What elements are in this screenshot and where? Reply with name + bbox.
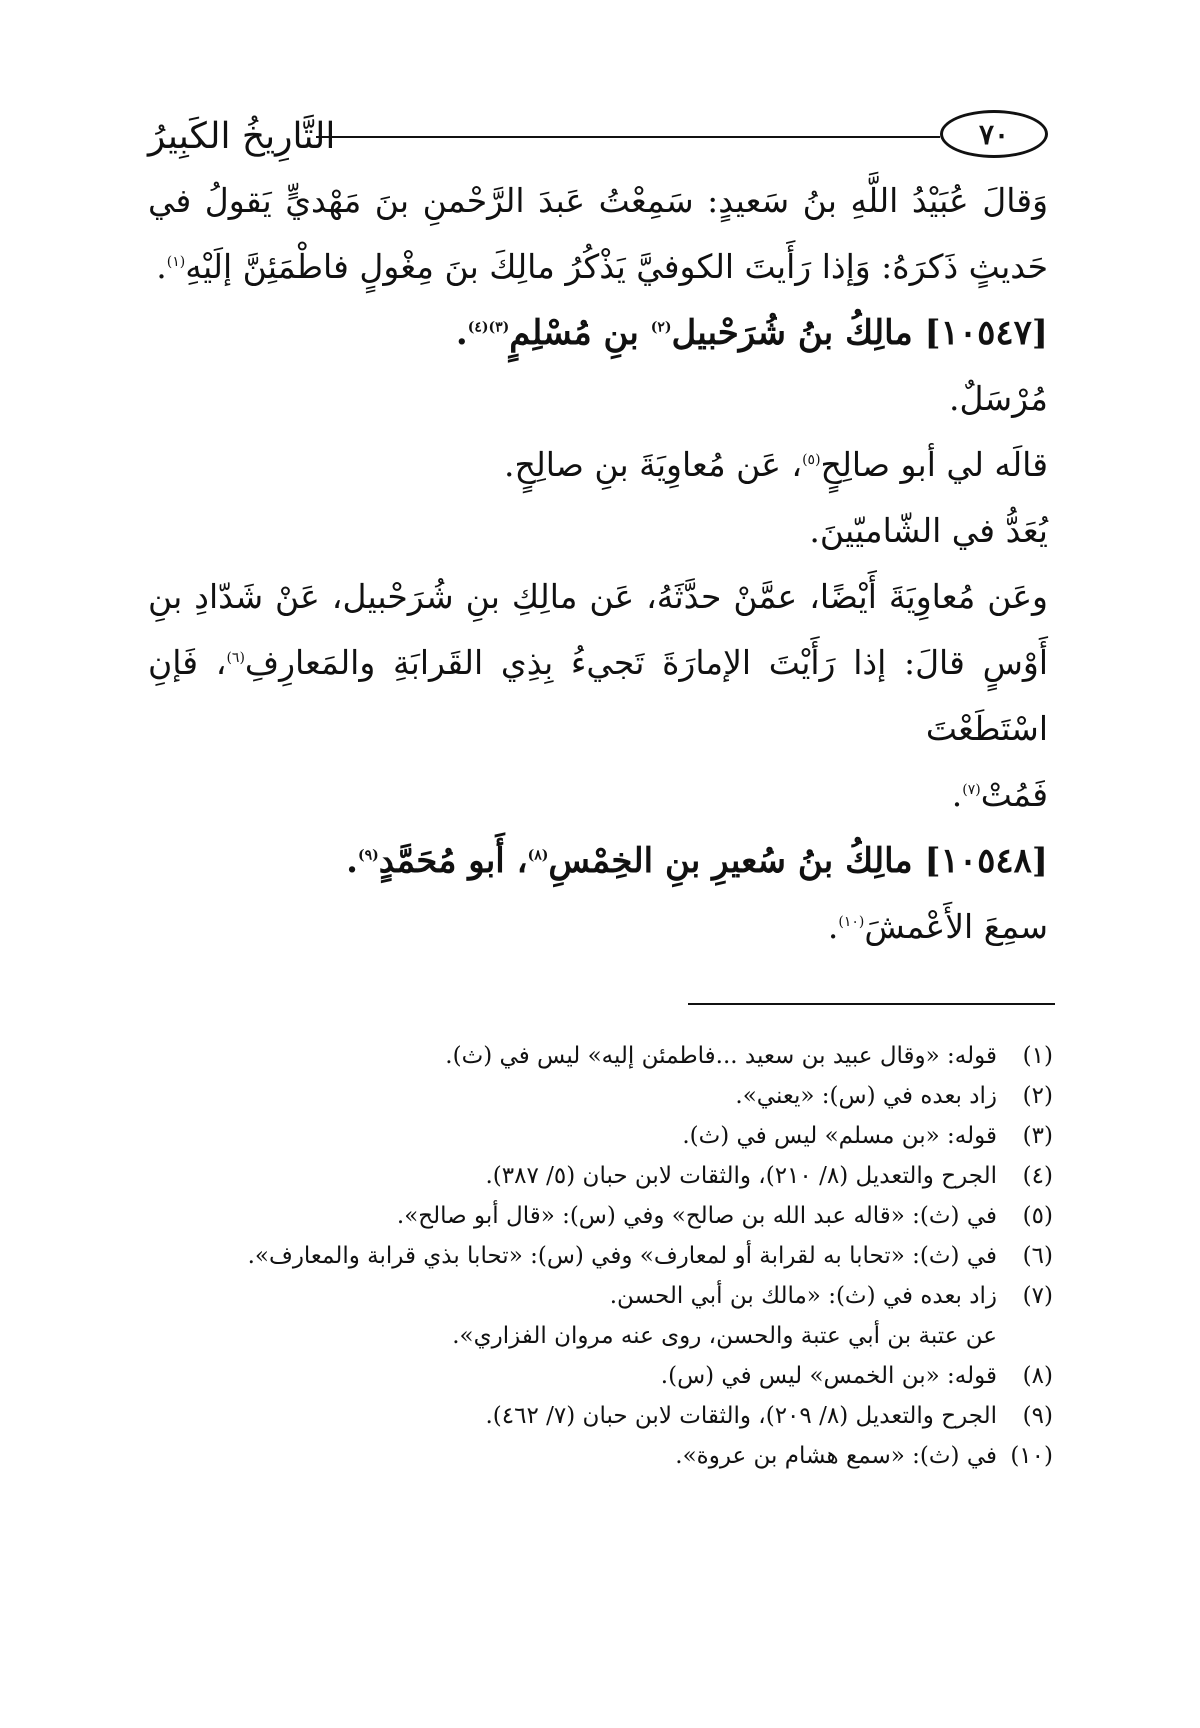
footnote-number: (٦) [1022, 1243, 1053, 1269]
header-rule [316, 136, 940, 138]
footnote [148, 1116, 1053, 1156]
entry-name: مالِكُ بنُ شُرَحْبيل [671, 313, 913, 353]
paragraph-line: سمِعَ الأَعْمشَ$^{(١٠)}$. [827, 907, 1048, 946]
text-line: ، فَإنِ اسْتَطَعْتَ [148, 643, 1048, 748]
book-title: التَّارِيخُ الكَبِيرُ [148, 116, 336, 157]
paragraph-line [148, 630, 1048, 762]
entry-number: [١٠٥٤٨] [924, 841, 1048, 881]
paragraph-line [148, 564, 1048, 630]
footnote-text: قوله: «بن مسلم» ليس في (ث). [682, 1123, 997, 1149]
footnote-separator [688, 1003, 1055, 1005]
footnote [148, 1076, 1053, 1116]
footnote [148, 1156, 1053, 1196]
text-line: وَقالَ عُبَيْدُ اللَّهِ بنُ سَعيدٍ: سَمِعْتُ عَبدَ الرَّحْمنِ بنَ مَهْديٍّ يَقولُ في [148, 181, 1048, 220]
footnote-number: (٤) [1022, 1163, 1053, 1189]
entry-name: بنِ مُسْلِمٍ [509, 313, 639, 353]
text-line: يُعَدُّ في الشّاميّينَ. [809, 511, 1048, 550]
entry-heading: [١٠٥٤٨] مالِكُ بنُ سُعيرِ بنِ الخِمْسِ$^{(٨)}$، أَبو مُحَمَّدٍ$^{(٩)}$. [346, 841, 1048, 881]
paragraph-line [148, 432, 1048, 498]
footnote-number: (٩) [1022, 1403, 1053, 1429]
footnote-number: (٧) [1022, 1283, 1053, 1309]
footnote-ref: (٥) [802, 452, 821, 468]
entry-name: ، أَبو مُحَمَّدٍ [378, 841, 528, 881]
footnote [148, 1436, 1053, 1476]
text-line: فَمُتْ [980, 775, 1048, 814]
text-line: وعَن مُعاوِيَةَ أَيْضًا، عمَّنْ حدَّثَهُ، عَن مالِكِ بنِ شُرَحْبيل، عَنْ شَدّادِ بنِ [148, 577, 1048, 616]
footnote-number: (١٠) [1010, 1443, 1053, 1469]
footnote-number: (٢) [1022, 1083, 1053, 1109]
footnote-ref: (٦) [226, 650, 245, 666]
footnote-ref: (٢) [650, 319, 672, 336]
paragraph-line [148, 168, 1048, 234]
footnote-ref: (٩) [358, 847, 379, 864]
footnote-text: الجرح والتعديل (٨/ ٢١٠)، والثقات لابن حبان (٥/ ٣٨٧). [485, 1163, 997, 1189]
footnote-text: قوله: «وقال عبيد بن سعيد ...فاطمئن إليه» ليس في (ث). [445, 1043, 997, 1069]
footnote [148, 1196, 1053, 1236]
text-line: سمِعَ الأَعْمشَ [864, 907, 1048, 946]
paragraph-line: حَديثٍ ذَكرَهُ: وَإذا رَأَيتَ الكوفيَّ يَذْكُرُ مالِكَ بنَ مِغْولٍ فاطْمَئِنَّ إلَيْهِ$^{(١)}$. [156, 247, 1048, 286]
footnote-ref: (٨) [527, 847, 549, 864]
footnote-ref: (٧) [962, 782, 981, 798]
footnote-number: (١) [1022, 1043, 1053, 1069]
text-line: قالَه لي أبو صالِحٍ [820, 445, 1048, 484]
paragraph-line: فَمُتْ$^{(٧)}$. [951, 775, 1048, 814]
footnote-number: (٣) [1022, 1123, 1053, 1149]
footnote-text: في (ث): «تحابا به لقرابة أو لمعارف» وفي (س): «تحابا بذي قرابة والمعارف». [247, 1243, 997, 1269]
footnote-text: الجرح والتعديل (٨/ ٢٠٩)، والثقات لابن حبان (٧/ ٤٦٢). [485, 1403, 997, 1429]
footnote-text: زاد بعده في (ث): «مالك بن أبي الحسن. [609, 1283, 997, 1309]
footnote [148, 1236, 1053, 1276]
text-line: حَديثٍ ذَكرَهُ: وَإذا رَأَيتَ الكوفيَّ يَذْكُرُ مالِكَ بنَ مِغْولٍ فاطْمَئِنَّ إلَيْهِ [185, 247, 1048, 286]
footnote-continuation: عن عتبة بن أبي عتبة والحسن، روى عنه مروان الفزاري». [452, 1323, 997, 1349]
footnote [148, 1356, 1053, 1396]
footnote [148, 1276, 1053, 1316]
footnote-number: (٨) [1022, 1363, 1053, 1389]
text-line: أَوْسٍ قالَ: إذا رَأَيْتَ الإمارَةَ تَجيءُ بِذِي القَرابَةِ والمَعارِفِ [244, 643, 1048, 682]
entry-heading: [١٠٥٤٧] مالِكُ بنُ شُرَحْبيل$^{(٢)}$ بنِ مُسْلِمٍ$^{(٣)(٤)}$. [455, 313, 1048, 353]
footnote-number: (٥) [1022, 1203, 1053, 1229]
footnote-ref: (٣)(٤) [467, 319, 510, 336]
page-header [148, 108, 1048, 166]
footnotes [148, 1036, 1053, 1476]
footnote-text: في (ث): «سمع هشام بن عروة». [675, 1443, 997, 1469]
text-line: مُرْسَلٌ. [948, 379, 1048, 418]
footnote-text: زاد بعده في (س): «يعني». [735, 1083, 997, 1109]
text-line: ، عَن مُعاوِيَةَ بنِ صالِحٍ. [503, 445, 803, 484]
main-text [148, 168, 1048, 960]
footnote [148, 1396, 1053, 1436]
footnote-ref: (١) [166, 254, 186, 270]
entry-number: [١٠٥٤٧] [924, 313, 1048, 353]
footnote-text: قوله: «بن الخمس» ليس في (س). [660, 1363, 997, 1389]
page-number: ٧٠ [940, 110, 1048, 158]
footnote-text: في (ث): «قاله عبد الله بن صالح» وفي (س): «قال أبو صالح». [396, 1203, 997, 1229]
entry-name: مالِكُ بنُ سُعيرِ بنِ الخِمْسِ [548, 841, 913, 881]
footnote-ref: (١٠) [838, 914, 865, 930]
footnote [148, 1036, 1053, 1076]
